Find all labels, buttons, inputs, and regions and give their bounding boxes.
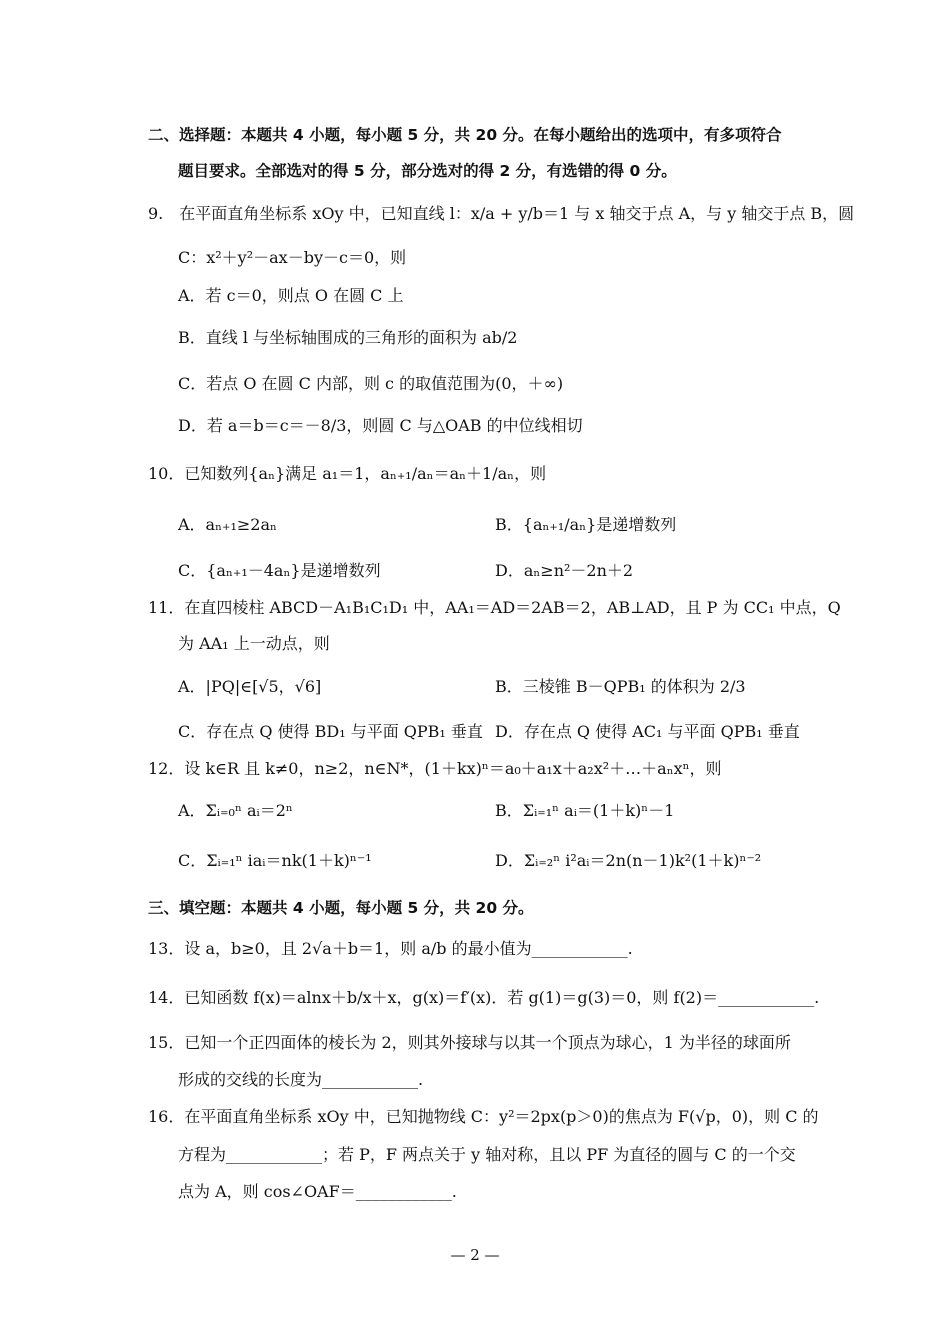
q9-option-b: B．直线 l 与坐标轴围成的三角形的面积为 ab/2 (178, 328, 518, 347)
q16-line3: 点为 A，则 cos∠OAF＝____________. (178, 1182, 457, 1201)
q10-option-a: A．aₙ₊₁≥2aₙ (178, 515, 277, 534)
q9-stem-line2: C：x²＋y²－ax－by－c＝0，则 (178, 248, 407, 267)
q16-line2: 方程为____________；若 P，F 两点关于 y 轴对称，且以 PF 为直径的圆与 C 的一个交 (178, 1145, 796, 1164)
q15-line2: 形成的交线的长度为____________. (178, 1070, 424, 1089)
q10-option-d: D．aₙ≥n²－2n＋2 (495, 561, 634, 580)
q13: 13．设 a，b≥0，且 2√a＋b＝1，则 a/b 的最小值为____________. (148, 939, 633, 958)
q12-stem: 12．设 k∈R 且 k≠0，n≥2，n∈N*，(1＋kx)ⁿ＝a₀＋a₁x＋a₂x²＋…＋aₙxⁿ，则 (148, 759, 722, 778)
page-number: — 2 — (450, 1246, 500, 1264)
q9-stem-line1: 9. 在平面直角坐标系 xOy 中，已知直线 l：x/a + y/b＝1 与 x 轴交于点 A，与 y 轴交于点 B，圆 (148, 204, 855, 223)
q15-line1: 15．已知一个正四面体的棱长为 2，则其外接球与以其一个顶点为球心，1 为半径的球面所 (148, 1033, 791, 1052)
q12-option-d: D．Σᵢ₌₂ⁿ i²aᵢ＝2n(n－1)k²(1＋k)ⁿ⁻² (495, 851, 762, 870)
q10-option-c: C．{aₙ₊₁－4aₙ}是递增数列 (178, 561, 381, 580)
q11-option-d: D．存在点 Q 使得 AC₁ 与平面 QPB₁ 垂直 (495, 722, 800, 741)
q11-option-b: B．三棱锥 B－QPB₁ 的体积为 2/3 (495, 677, 746, 696)
q10-option-b: B．{aₙ₊₁/aₙ}是递增数列 (495, 515, 677, 534)
section2-heading-line2: 题目要求。全部选对的得 5 分，部分选对的得 2 分，有选错的得 0 分。 (178, 162, 677, 180)
q9-option-a: A．若 c＝0，则点 O 在圆 C 上 (178, 286, 404, 305)
q11-stem-line2: 为 AA₁ 上一动点，则 (178, 634, 330, 653)
q9-option-c: C．若点 O 在圆 C 内部，则 c 的取值范围为(0，＋∞) (178, 374, 564, 393)
q12-option-b: B．Σᵢ₌₁ⁿ aᵢ＝(1＋k)ⁿ－1 (495, 801, 675, 820)
section2-heading-line1: 二、选择题：本题共 4 小题，每小题 5 分，共 20 分。在每小题给出的选项中，有多项符合 (148, 126, 782, 144)
q12-option-a: A．Σᵢ₌₀ⁿ aᵢ＝2ⁿ (178, 801, 293, 820)
section3-heading: 三、填空题：本题共 4 小题，每小题 5 分，共 20 分。 (148, 899, 534, 917)
q11-option-c: C．存在点 Q 使得 BD₁ 与平面 QPB₁ 垂直 (178, 722, 483, 741)
q10-stem: 10．已知数列{aₙ}满足 a₁＝1，aₙ₊₁/aₙ＝aₙ＋1/aₙ，则 (148, 464, 547, 483)
q16-line1: 16．在平面直角坐标系 xOy 中，已知抛物线 C：y²＝2px(p＞0)的焦点为 F(√p，0)，则 C 的 (148, 1107, 819, 1126)
q12-option-c: C．Σᵢ₌₁ⁿ iaᵢ＝nk(1＋k)ⁿ⁻¹ (178, 851, 372, 870)
q9-option-d: D．若 a＝b＝c＝－8/3，则圆 C 与△OAB 的中位线相切 (178, 416, 583, 435)
q14: 14．已知函数 f(x)＝alnx＋b/x＋x，g(x)＝f′(x)．若 g(1)＝g(3)＝0，则 f(2)＝____________. (148, 988, 820, 1007)
q11-stem-line1: 11．在直四棱柱 ABCD－A₁B₁C₁D₁ 中，AA₁＝AD＝2AB＝2，AB⊥AD，且 P 为 CC₁ 中点，Q (148, 598, 841, 617)
q11-option-a: A．|PQ|∈[√5，√6] (178, 677, 322, 696)
